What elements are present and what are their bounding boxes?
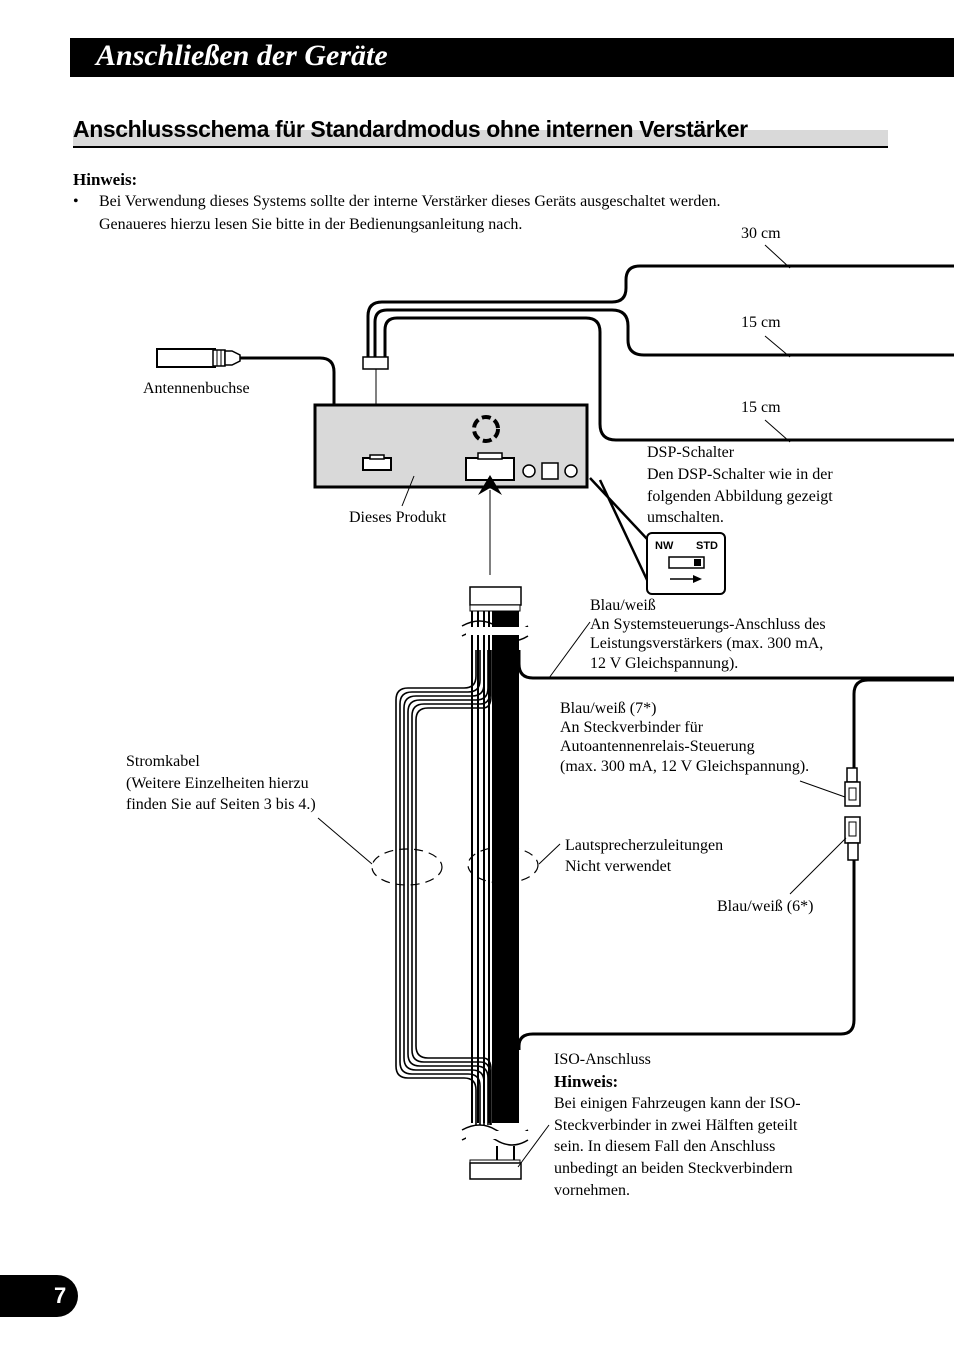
iso-connector-top (470, 587, 521, 605)
iso-line-5: vornehmen. (554, 1182, 630, 1199)
dsp-line-3: umschalten. (647, 509, 724, 526)
harness-connector (363, 357, 388, 369)
bluewhite-system-line-2: Leistungsverstärkers (max. 300 mA, (590, 635, 824, 652)
power-cable-bundle (396, 650, 491, 1125)
dsp-line-2: folgenden Abbildung gezeigt (647, 488, 833, 505)
iso-line-2: Steckverbinder in zwei Hälften geteilt (554, 1117, 798, 1134)
cable-length-30: 30 cm (741, 225, 781, 242)
speaker-title: Lautsprecherzuleitungen (565, 837, 724, 854)
bluewhite-7-line-1: An Steckverbinder für (560, 719, 704, 736)
iso-hint-label: Hinweis: (554, 1072, 619, 1091)
dsp-title: DSP-Schalter (647, 444, 735, 461)
iso-title: ISO-Anschluss (554, 1051, 651, 1068)
sub-connector-socket (363, 458, 391, 470)
dsp-line-1: Den DSP-Schalter wie in der (647, 466, 833, 483)
rca-jack-icon (565, 465, 577, 477)
antenna-label: Antennenbuchse (143, 380, 250, 397)
bluewhite-6-label: Blau/weiß (6*) (717, 898, 814, 915)
dsp-switch-nw: NW (655, 540, 674, 552)
bluewhite-system-line-1: An Systemsteuerungs-Anschluss des (590, 616, 826, 633)
hint-line-2: Genaueres hierzu lesen Sie bitte in der Bedienungsanleitung nach. (99, 216, 523, 233)
bluewhite-7-title: Blau/weiß (7*) (560, 700, 657, 717)
antenna-jack-icon (157, 349, 240, 367)
iso-line-1: Bei einigen Fahrzeugen kann der ISO- (554, 1095, 801, 1112)
bluewhite-7-line-3: (max. 300 mA, 12 V Gleichspannung). (560, 758, 810, 775)
bluewhite-6-connector (845, 817, 860, 860)
power-cable-line-2: finden Sie auf Seiten 3 bis 4.) (126, 796, 316, 813)
dsp-switch-std: STD (696, 540, 718, 552)
dsp-switch-slot (542, 463, 558, 479)
iso-line-3: sein. In diesem Fall den Anschluss (554, 1138, 776, 1155)
product-label: Dieses Produkt (349, 509, 447, 526)
bluewhite-system-line-3: 12 V Gleichspannung). (590, 655, 739, 672)
iso-connector-bottom (470, 1163, 521, 1179)
power-cable-line-1: (Weitere Einzelheiten hierzu (126, 775, 309, 792)
hint-bullet: • (73, 193, 79, 210)
page-number: 7 (54, 1283, 67, 1308)
bluewhite-7-line-2: Autoantennenrelais-Steuerung (560, 738, 755, 755)
page-header-title: Anschließen der Geräte (96, 39, 388, 72)
section-title: Anschlussschema für Standardmodus ohne internen Verstärker (73, 116, 748, 142)
hint-line-1: Bei Verwendung dieses Systems sollte der interne Verstärker dieses Geräts ausgeschaltet werden. (99, 193, 721, 210)
hint-label: Hinweis: (73, 170, 138, 189)
power-cable-title: Stromkabel (126, 753, 200, 770)
bluewhite-system-title: Blau/weiß (590, 597, 656, 614)
cable-length-15b: 15 cm (741, 399, 781, 416)
dsp-switch-knob (694, 559, 701, 566)
iso-line-4: unbedingt an beiden Steckverbindern (554, 1160, 793, 1177)
speaker-line-1: Nicht verwendet (565, 858, 672, 875)
power-cable-marker (372, 849, 442, 885)
bluewhite-7-connector (845, 768, 860, 806)
page-number-badge (0, 1275, 78, 1317)
rca-jack-icon (523, 465, 535, 477)
cable-length-15a: 15 cm (741, 314, 781, 331)
